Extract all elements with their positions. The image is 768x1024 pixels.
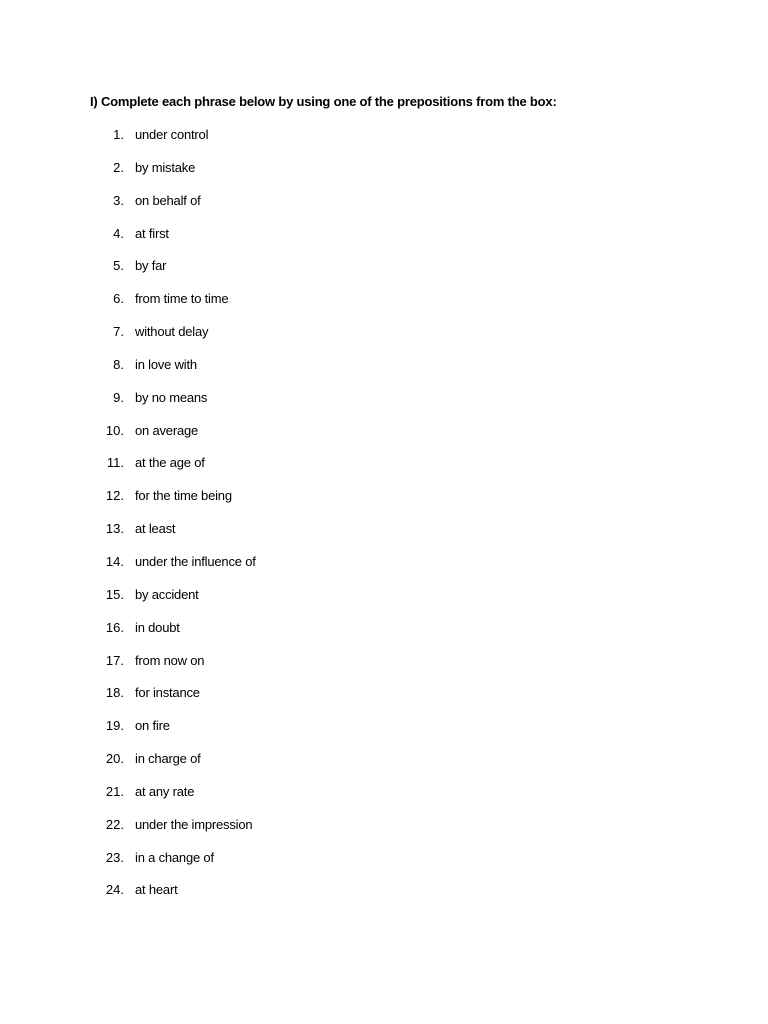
item-phrase: at the age of	[135, 455, 205, 471]
item-phrase: at any rate	[135, 783, 195, 799]
item-number: 14.	[105, 553, 124, 569]
item-number: 23.	[105, 849, 124, 865]
item-number: 16.	[105, 619, 124, 635]
item-phrase: at first	[135, 225, 169, 241]
instruction-heading: I) Complete each phrase below by using one of the prepositions from the box:	[90, 94, 557, 109]
item-phrase: on average	[135, 422, 199, 438]
item-number: 6.	[113, 291, 124, 307]
item-phrase: on behalf of	[135, 192, 201, 208]
item-phrase: under the impression	[135, 816, 253, 832]
item-number: 10.	[105, 422, 124, 438]
item-phrase: under control	[135, 127, 209, 142]
item-number: 7.	[113, 324, 124, 340]
item-phrase: for the time being	[135, 488, 232, 504]
item-phrase: from time to time	[135, 291, 229, 307]
item-phrase: without delay	[135, 324, 209, 340]
item-phrase: by no means	[135, 389, 208, 405]
item-number: 11.	[106, 455, 124, 471]
item-number: 22.	[105, 816, 124, 832]
item-number: 2.	[113, 159, 124, 175]
item-number: 18.	[105, 685, 124, 701]
item-phrase: at heart	[135, 882, 178, 898]
item-phrase: by mistake	[135, 159, 196, 175]
item-phrase: in doubt	[135, 619, 180, 635]
item-number: 9.	[113, 389, 124, 405]
item-phrase: for instance	[135, 685, 200, 701]
item-phrase: from now on	[135, 652, 205, 668]
item-phrase: in a change of	[135, 849, 214, 865]
item-number: 3.	[113, 192, 124, 208]
item-number: 19.	[105, 718, 124, 734]
item-number: 24.	[105, 882, 124, 898]
item-number: 8.	[113, 356, 124, 372]
item-number: 1.	[113, 127, 124, 142]
item-number: 15.	[105, 586, 124, 602]
item-number: 17.	[105, 652, 124, 668]
item-number: 12.	[105, 488, 124, 504]
item-phrase: in love with	[135, 356, 197, 372]
item-phrase: by far	[135, 258, 167, 274]
item-phrase: in charge of	[135, 751, 201, 767]
item-number: 21.	[105, 783, 124, 799]
item-number: 13.	[105, 521, 124, 537]
item-number: 4.	[113, 225, 124, 241]
item-phrase: at least	[135, 521, 176, 537]
item-phrase: under the influence of	[135, 553, 256, 569]
item-number: 5.	[113, 258, 124, 274]
item-phrase: by accident	[135, 586, 199, 602]
item-number: 20.	[105, 751, 124, 767]
item-phrase: on fire	[135, 718, 170, 734]
